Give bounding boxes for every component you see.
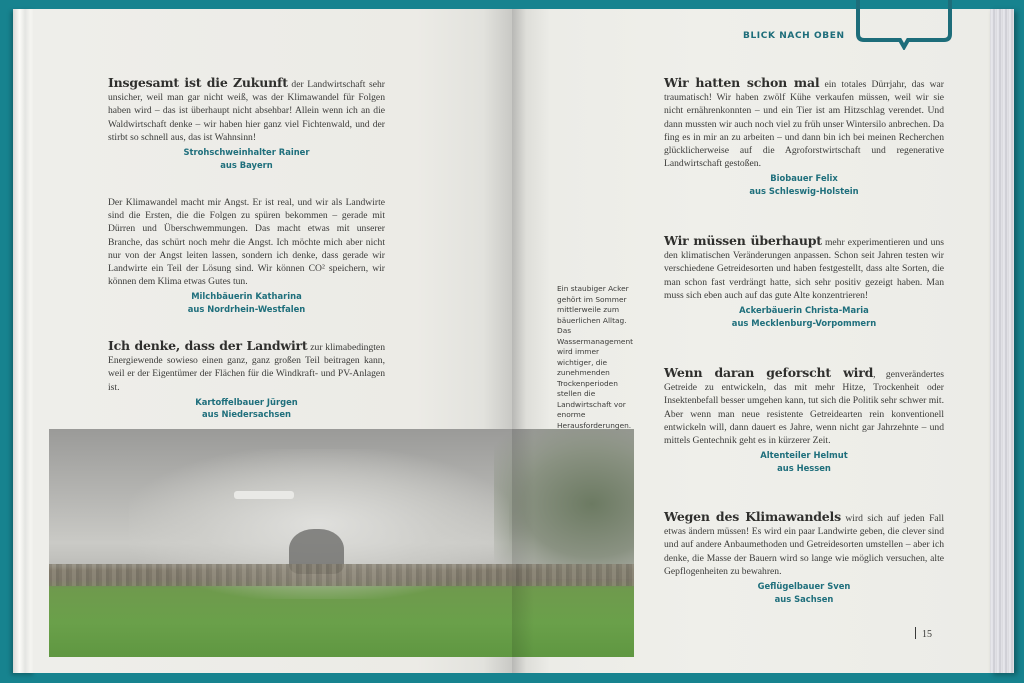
quote-origin: aus Nordrhein-Westfalen <box>187 303 306 314</box>
quote-lead: Insgesamt ist die Zukunft <box>108 75 288 90</box>
quote-block <box>108 339 385 421</box>
quote-block <box>108 76 385 171</box>
quote-lead: Ich denke, dass der Landwirt <box>108 338 308 353</box>
field-photo <box>49 429 634 657</box>
right-page-edges <box>990 9 1014 673</box>
quote-origin: aus Hessen <box>777 462 831 473</box>
page-number-value: 15 <box>922 629 932 640</box>
quote-origin: aus Schleswig-Holstein <box>749 185 859 196</box>
quote-origin: aus Sachsen <box>774 593 834 604</box>
quote-lead: Wir hatten schon mal <box>664 75 820 90</box>
quote-body: Der Klimawandel macht mir Angst. Er ist real, und wir als Landwirte sind die Ersten, die die Folgen zu spüren bekommen – gerade mit Dürren und Überschwemmungen. Das macht etwas mit unserer Branche, das schürt noch mehr die Angst. Ich möchte mich aber nicht nur von der Angst leiten lassen, sondern ich denke, dass gerade wir Landwirte ein Teil der Lösung sind. Wir können CO² speichern, wir können dem Klima etwas Gutes tun. <box>108 197 385 288</box>
quote-author: Ackerbäuerin Christa-Maria <box>739 305 869 316</box>
quote-origin: aus Niedersachsen <box>201 409 292 420</box>
photo-caption: Ein staubiger Acker gehört im Sommer mittlerweile zum bäuerlichen Alltag. Das Wassermanagement wird immer wichtiger, die zunehmenden Trockenperioden stellen die Landwirtschaft vor enorme Herausforderungen. <box>557 284 634 430</box>
quote-author: Strohschweinhalter Rainer <box>183 147 310 158</box>
quote-body: der Landwirtschaft sehr unsicher, weil man gar nicht weiß, was der Klimawandel für Folgen haben wird – das ist überhaupt nicht absehbar! Allein wenn ich an die Waldwirtschaft denke – wir haben hier ganz viel Fichtenwald, und der stirbt so schnell aus, das ist Wahnsinn! <box>108 79 385 143</box>
photo-soil-strip <box>49 564 634 586</box>
quote-author: Geflügelbauer Sven <box>757 581 851 592</box>
page-number-divider <box>915 627 916 639</box>
speech-bubble-icon <box>852 0 956 50</box>
photo-spine-shadow <box>512 429 534 657</box>
quote-body: wird sich auf jeden Fall etwas ändern müssen! Es wird ein paar Landwirte geben, die clever sind und auf andere Anbaumethoden und Getreidesorten umstellen – aber ich denke, die Masse der Bauern wird so lange wie möglich versuchen, alte Gepflogenheiten zu bewahren. <box>664 513 944 577</box>
section-label: BLICK NACH OBEN <box>743 31 845 41</box>
quote-block <box>664 76 944 197</box>
quote-block <box>664 234 944 329</box>
quote-lead: Wenn daran geforscht wird <box>664 365 874 380</box>
quote-origin: aus Bayern <box>220 159 273 170</box>
quote-body: , genverändertes Getreide zu entwickeln, das mit mehr Hitze, Trockenheit oder Insektenbefall besser umgehen kann, tut sich die Politik sehr schwer mit. Aber wenn man neue resistente Getreidearten rein konventionell entwickeln will, dann dauert es Jahre, wenn nicht gar Jahrzehnte – und mittels Gentechnik geht es in kürzerer Zeit. <box>664 369 944 447</box>
quote-block <box>664 366 944 474</box>
quote-lead: Wegen des Klimawandels <box>664 509 841 524</box>
quote-origin: aus Mecklenburg-Vorpommern <box>731 317 877 328</box>
quote-author: Milchbäuerin Katharina <box>191 291 302 302</box>
left-page-edges <box>13 9 35 673</box>
photo-tractor-roof <box>234 491 294 499</box>
quote-body: ein totales Dürrjahr, das war traumatisch! Wir haben zwölf Kühe verkaufen müssen, weil wir sie nicht ernährenkonnten – und ein Tier ist am Hitzschlag verendet. Und dann mussten wir auch noch viel zu früh unser Wintersilo anbrechen. Da fing es in mir an zu arbeiten – und dann bin ich bei meinen Recherchen glücklicherweise auf die Agroforstwirtschaft und regenerative Landwirtschaft gestoßen. <box>664 79 944 170</box>
quote-author: Kartoffelbauer Jürgen <box>195 396 298 407</box>
quote-author: Altenteiler Helmut <box>760 450 848 461</box>
quote-block <box>664 510 944 605</box>
quote-author: Biobauer Felix <box>770 173 838 184</box>
page-number <box>915 627 932 640</box>
quote-lead: Wir müssen überhaupt <box>664 233 822 248</box>
quote-body: mehr experimentieren und uns den klimatischen Veränderungen anpassen. Schon seit Jahren testen wir verschiedene Getreidesorten und haben festgestellt, dass alte Sorten, die man schon fast verdrängt hatte, sich sehr positiv gezeigt haben. Man muss sich eben auch auf das gute Alte konzentrieren! <box>664 237 944 301</box>
quote-body: zur klimabedingten Energiewende sowieso einen ganz, ganz großen Teil beitragen kann, weil er der Eigentümer der Flächen für die Windkraft- und PV-Anlagen ist. <box>108 342 385 393</box>
quote-block <box>108 196 385 315</box>
